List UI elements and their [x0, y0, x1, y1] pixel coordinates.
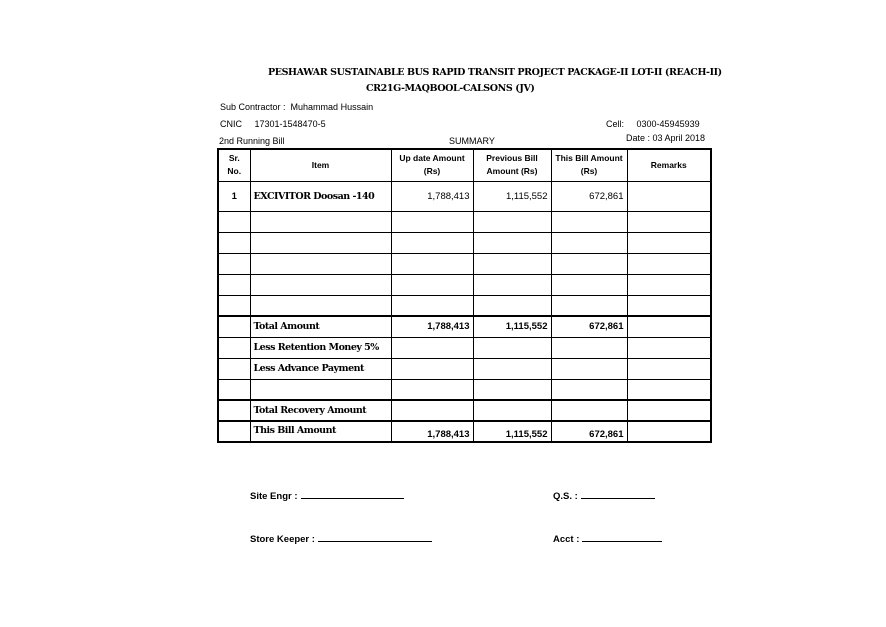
total-recovery-label: Total Recovery Amount — [250, 400, 391, 421]
empty-row — [218, 211, 711, 232]
signature-line — [301, 489, 404, 499]
header-previous-line2: Amount (Rs) — [486, 166, 538, 177]
sub-contractor-line — [220, 102, 373, 112]
header-previous-line1: Previous Bill — [486, 153, 538, 164]
empty-row — [218, 295, 711, 316]
less-retention-label: Less Retention Money 5% — [250, 337, 391, 358]
acct-signature — [553, 532, 662, 545]
header-item: Item — [250, 149, 391, 181]
item-remarks — [627, 181, 711, 211]
net-previous-amount: 1,115,552 — [473, 421, 551, 442]
header-update-line2: (Rs) — [423, 166, 441, 177]
item-previous-amount: 1,115,552 — [473, 181, 551, 211]
header-previous-amount — [473, 149, 551, 181]
acct-label: Acct : — [553, 534, 580, 545]
summary-table — [217, 148, 712, 443]
header-this-line1: This Bill Amount — [555, 153, 623, 164]
empty-row — [218, 253, 711, 274]
item-this-bill-amount: 672,861 — [551, 181, 627, 211]
sub-contractor-name: Muhammad Hussain — [290, 102, 374, 112]
signature-line — [582, 532, 662, 542]
project-title: PESHAWAR SUSTAINABLE BUS RAPID TRANSIT PROJECT PACKAGE-II LOT-II (REACH-II) — [268, 67, 722, 78]
less-advance-row — [218, 358, 711, 379]
empty-row — [218, 274, 711, 295]
empty-row — [218, 379, 711, 400]
this-bill-amount-label: This Bill Amount — [250, 421, 391, 442]
bill-date: Date : 03 April 2018 — [626, 133, 706, 143]
cell-label: Cell: — [606, 119, 625, 129]
total-this-bill-amount: 672,861 — [551, 316, 627, 337]
total-amount-label: Total Amount — [250, 316, 391, 337]
table-row — [218, 181, 711, 211]
header-sr-no: Sr. No. — [218, 149, 250, 181]
header-this-line2: (Rs) — [580, 166, 598, 177]
store-keeper-signature — [250, 532, 432, 545]
signature-line — [581, 489, 655, 499]
item-sr-no: 1 — [218, 181, 250, 211]
header-update-line1: Up date Amount — [399, 153, 465, 164]
item-name: EXCIVITOR Doosan -140 — [250, 181, 391, 211]
less-retention-row — [218, 337, 711, 358]
cnic-line — [220, 119, 326, 129]
signature-line — [318, 532, 432, 542]
net-this-bill-amount: 672,861 — [551, 421, 627, 442]
total-previous-amount: 1,115,552 — [473, 316, 551, 337]
cell-value: 0300-45945939 — [636, 119, 700, 129]
qs-label: Q.S. : — [553, 491, 578, 502]
total-recovery-row — [218, 400, 711, 421]
summary-label: SUMMARY — [449, 136, 495, 146]
net-update-amount: 1,788,413 — [391, 421, 473, 442]
item-update-amount: 1,788,413 — [391, 181, 473, 211]
this-bill-amount-row — [218, 421, 711, 442]
site-engr-label: Site Engr : — [250, 491, 298, 502]
header-remarks: Remarks — [627, 149, 711, 181]
site-engr-signature — [250, 489, 404, 502]
cnic-label: CNIC — [220, 119, 242, 129]
store-keeper-label: Store Keeper : — [250, 534, 315, 545]
total-update-amount: 1,788,413 — [391, 316, 473, 337]
contractor-title: CR21G-MAQBOOL-CALSONS (JV) — [366, 83, 535, 94]
sub-contractor-label: Sub Contractor : — [220, 102, 286, 112]
cell-line — [606, 119, 700, 129]
cnic-value: 17301-1548470-5 — [254, 119, 326, 129]
table-header-row — [218, 149, 711, 181]
header-update-amount — [391, 149, 473, 181]
qs-signature — [553, 489, 655, 502]
empty-row — [218, 232, 711, 253]
total-amount-row — [218, 316, 711, 337]
less-advance-label: Less Advance Payment — [250, 358, 391, 379]
bill-name: 2nd Running Bill — [219, 136, 285, 146]
header-this-bill-amount — [551, 149, 627, 181]
